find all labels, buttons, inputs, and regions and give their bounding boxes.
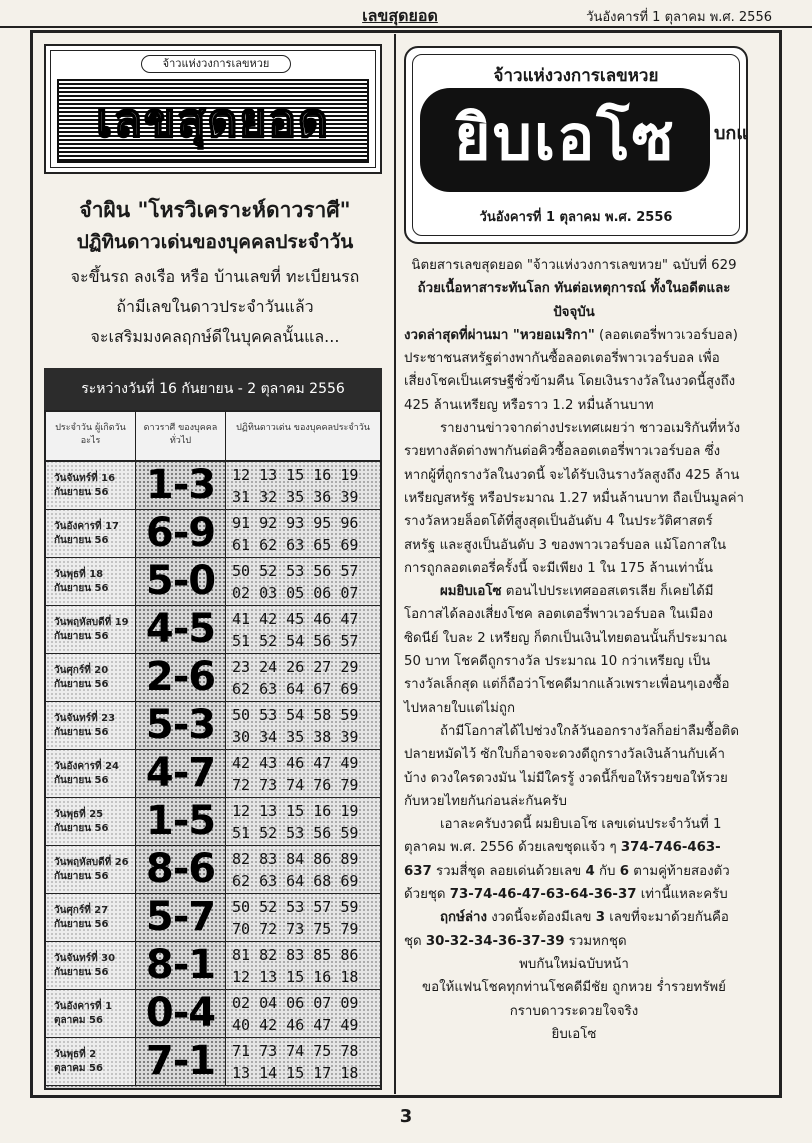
lucky-number: 73-74-46-47-63-64-36-37 <box>449 887 637 903</box>
row-day: วันศุกร์ที่ 20 <box>54 665 109 676</box>
article-text: เลขที่จะมาด้วยกันคือชุด <box>404 910 729 949</box>
table-row <box>46 798 380 846</box>
column-divider <box>394 34 396 1094</box>
row-day: วันพุธที่ 18 <box>54 569 104 580</box>
article-paragraph <box>404 906 744 953</box>
row-numbers <box>226 654 380 701</box>
article-paragraph <box>404 813 744 906</box>
row-date <box>46 558 136 605</box>
article-bold: ฤกษ์ล่าง <box>440 910 487 926</box>
article-paragraph <box>404 324 744 417</box>
intro-line: จะขึ้นรถ ลงเรือ หรือ บ้านเลขที่ ทะเบียนรถ <box>70 267 360 286</box>
lucky-digit: 4 <box>585 863 595 879</box>
row-day: วันพฤหัสบดีที่ 26 <box>54 857 129 868</box>
row-numbers <box>226 990 380 1037</box>
article-text: กับ <box>598 863 616 879</box>
row-pair: 5-7 <box>136 894 226 941</box>
numbers-line: 30 34 35 38 39 <box>232 728 359 746</box>
row-day: วันพุธที่ 25 <box>54 809 104 820</box>
row-numbers <box>226 702 380 749</box>
lucky-digit: 6 <box>619 863 629 879</box>
table-row <box>46 702 380 750</box>
row-date <box>46 1038 136 1085</box>
row-day: วันพฤหัสบดีที่ 19 <box>54 617 129 628</box>
table-row <box>46 510 380 558</box>
row-pair: 5-0 <box>136 558 226 605</box>
row-date <box>46 798 136 845</box>
row-date <box>46 702 136 749</box>
row-numbers <box>226 750 380 797</box>
article-body <box>404 254 744 1046</box>
row-month: กันยายน 56 <box>54 679 109 690</box>
table-row <box>46 558 380 606</box>
row-day: วันอังคารที่ 17 <box>54 521 120 532</box>
article-text: เอาละครับงวดนี้ ผมยิบเอโซ เลขเด่นประจำวันที่ 1 ตุลาคม พ.ศ. 2556 ด้วยเลขชุดแจ้ว ๆ <box>404 817 722 856</box>
table-row <box>46 606 380 654</box>
article-text: รวมหกชุด <box>568 933 627 949</box>
article-bold: ผมยิบเอโซ <box>440 584 502 600</box>
page-header <box>0 0 812 28</box>
row-date <box>46 894 136 941</box>
intro-line: ถ้ามีเลขในดาวประจำวันแล้ว <box>116 297 314 316</box>
row-pair: 8-1 <box>136 942 226 989</box>
numbers-line: 42 43 46 47 49 <box>232 754 359 772</box>
article-text: รวมสี่ชุด ลอยเด่นด้วยเลข <box>436 863 582 879</box>
right-logo-title: ยิบเอโซ <box>420 88 710 192</box>
row-month: กันยายน 56 <box>54 487 109 498</box>
row-pair: 6-9 <box>136 510 226 557</box>
numbers-line: 81 82 83 85 86 <box>232 946 359 964</box>
article-text: ตอนไปประเทศออสเตรเลีย ก็เคยได้มีโอกาสได้ลองเสี่ยงโชค ลอตเตอรี่พาวเวอร์บอล ในเมืองซิดนีย์ ใบละ 2 เหรียญ ก็ตกเป็นเงินไทยตอนนั้นก็ประมาณ 50 บาท โชคดีถูกรางวัล ประมาณ 10 กว่าเหรียญ เป็นรางวัลเล็กสุด แต่ก็ถือว่าโชคดีมากแล้วเพราะเพื่อนๆเองซื้อไปหลายใบแต่ไม่ถูก <box>404 584 730 716</box>
row-date <box>46 750 136 797</box>
numbers-line: 50 52 53 56 57 <box>232 562 359 580</box>
table-row <box>46 750 380 798</box>
article-text: งวดนี้จะต้องมีเลข <box>491 910 592 926</box>
article-text: ตามคู่ท้ายสองตัวด้วยชุด <box>404 863 730 903</box>
numbers-line: 82 83 84 86 89 <box>232 850 359 868</box>
intro-line: จะเสริมมงคลฤกษ์ดีในบุคคลนั้นแล... <box>90 327 340 346</box>
numbers-line: 02 03 05 06 07 <box>232 584 359 602</box>
row-date <box>46 606 136 653</box>
numbers-line: 31 32 35 36 39 <box>232 488 359 506</box>
numbers-line: 71 73 74 75 78 <box>232 1042 359 1060</box>
row-month: กันยายน 56 <box>54 535 109 546</box>
row-day: วันจันทร์ที่ 16 <box>54 473 116 484</box>
row-day: วันอังคารที่ 24 <box>54 761 120 772</box>
row-month: กันยายน 56 <box>54 775 109 786</box>
numbers-line: 51 52 53 56 59 <box>232 824 359 842</box>
row-month: กันยายน 56 <box>54 919 109 930</box>
row-date <box>46 846 136 893</box>
article-line: นิตยสารเลขสุดยอด "จ้าวแห่งวงการเลขหวย" ฉบับที่ 629 <box>411 258 737 273</box>
date-range-bar: ระหว่างวันที่ 16 กันยายน - 2 ตุลาคม 2556 <box>44 368 382 410</box>
table-row <box>46 942 380 990</box>
row-numbers <box>226 1038 380 1085</box>
row-numbers <box>226 510 380 557</box>
row-day: วันศุกร์ที่ 27 <box>54 905 109 916</box>
row-month: กันยายน 56 <box>54 967 109 978</box>
numbers-line: 50 53 54 58 59 <box>232 706 359 724</box>
row-date <box>46 942 136 989</box>
numbers-line: 51 52 54 56 57 <box>232 632 359 650</box>
header-day: ประจำวัน ผู้เกิดวันอะไร <box>46 412 136 460</box>
row-pair: 2-6 <box>136 654 226 701</box>
closing-line: ขอให้แฟนโชคทุกท่านโชคดีมีชัย ถูกหวย ร่ำรวยทรัพย์ <box>422 980 726 996</box>
table-row <box>46 894 380 942</box>
article-text: (ลอตเตอรี่พาวเวอร์บอล) ประชาชนสหรัฐต่างพากันซื้อลอตเตอรี่พาวเวอร์บอล เพื่อเสี่ยงโชคเป็นเศรษฐีชั่วข้ามคืน โดยเงินรางวัลในงวดนี้สูงถึง 425 ล้านเหรียญ หรือราว 1.2 หมื่นล้านบาท <box>404 327 738 413</box>
numbers-line: 13 14 15 17 18 <box>232 1064 359 1082</box>
row-month: ตุลาคม 56 <box>54 1015 103 1026</box>
header-numbers: ปฏิทินดาวเด่น ของบุคคลประจำวัน <box>226 412 380 460</box>
numbers-line: 41 42 45 46 47 <box>232 610 359 628</box>
row-pair: 5-3 <box>136 702 226 749</box>
table-row <box>46 1038 380 1086</box>
right-logo-date: วันอังคารที่ 1 ตุลาคม พ.ศ. 2556 <box>479 210 673 225</box>
logo-tagline: จ้าวแห่งวงการเลขหวย <box>141 55 291 73</box>
right-logo-tagline: จ้าวแห่งวงการเลขหวย <box>493 66 659 86</box>
numbers-line: 12 13 15 16 18 <box>232 968 359 986</box>
article-paragraph <box>404 580 744 720</box>
row-day: วันจันทร์ที่ 23 <box>54 713 116 724</box>
row-month: กันยายน 56 <box>54 823 109 834</box>
row-numbers <box>226 606 380 653</box>
table-row <box>46 846 380 894</box>
row-numbers <box>226 798 380 845</box>
article-paragraph: ถ้ามีโอกาสได้ไปช่วงใกล้วันออกรางวัลก็อย่าลืมซื้อติดปลายหมัดไว้ ซักใบก็อาจจะดวงดีถูกรางวัลเงินล้านกับเค้าบ้าง ดวงใครดวงมัน ไม่มีใครรู้ งวดนี้ก็ขอให้รวยขอให้รวยกับหวยไทยกันก่อนล่ะกันครับ <box>404 723 739 809</box>
issue-date: วันอังคารที่ 1 ตุลาคม พ.ศ. 2556 <box>586 10 772 25</box>
numbers-line: 12 13 15 16 19 <box>232 802 359 820</box>
row-day: วันอังคารที่ 1 <box>54 1001 113 1012</box>
numbers-line: 12 13 15 16 19 <box>232 466 359 484</box>
row-pair: 4-7 <box>136 750 226 797</box>
row-month: กันยายน 56 <box>54 871 109 882</box>
row-numbers <box>226 558 380 605</box>
table-header <box>46 412 380 462</box>
header-pair: ดาวราศี ของบุคคลทั่วไป <box>136 412 226 460</box>
page-number: 3 <box>399 1106 413 1127</box>
right-logo-side: บกแ <box>714 123 748 144</box>
row-day: วันจันทร์ที่ 30 <box>54 953 116 964</box>
row-numbers <box>226 942 380 989</box>
row-pair: 1-5 <box>136 798 226 845</box>
lucky-digit: 3 <box>595 910 605 926</box>
table-row <box>46 654 380 702</box>
row-date <box>46 510 136 557</box>
column-subtitle: ปฏิทินดาวเด่นของบุคคลประจำวัน <box>76 231 354 253</box>
left-logo <box>44 44 382 174</box>
table-row <box>46 990 380 1038</box>
right-logo <box>404 46 748 244</box>
closing-line: พบกันใหม่ฉบับหน้า <box>519 956 629 972</box>
numbers-line: 62 63 64 68 69 <box>232 872 359 890</box>
row-month: กันยายน 56 <box>54 631 109 642</box>
article-line: ถ้วยเนื้อหาสาระทันโลก ทันต่อเหตุการณ์ ทั้งในอดีตและปัจจุบัน <box>417 281 731 320</box>
row-date <box>46 462 136 509</box>
lucky-number: 30-32-34-36-37-39 <box>425 933 565 949</box>
row-numbers <box>226 894 380 941</box>
row-pair: 4-5 <box>136 606 226 653</box>
numbers-line: 61 62 63 65 69 <box>232 536 359 554</box>
numbers-line: 23 24 26 27 29 <box>232 658 359 676</box>
magazine-name: เลขสุดยอด <box>362 6 438 25</box>
row-date <box>46 990 136 1037</box>
column-intro <box>40 262 390 352</box>
row-date <box>46 654 136 701</box>
article-bold: งวดล่าสุดที่ผ่านมา "หวยอเมริกา" <box>404 327 595 343</box>
column-title: จำผิน "โหรวิเคราะห์ดาวราศี" <box>79 198 351 222</box>
table-row <box>46 462 380 510</box>
row-pair: 7-1 <box>136 1038 226 1085</box>
lucky-number: 374-746-463-637 <box>404 840 721 879</box>
row-month: ตุลาคม 56 <box>54 1063 103 1074</box>
row-numbers <box>226 462 380 509</box>
row-month: กันยายน 56 <box>54 583 109 594</box>
row-pair: 8-6 <box>136 846 226 893</box>
row-pair: 1-3 <box>136 462 226 509</box>
numbers-line: 02 04 06 07 09 <box>232 994 359 1012</box>
numbers-line: 72 73 74 76 79 <box>232 776 359 794</box>
closing-line: กราบดาวระดวยใจจริง <box>509 1003 639 1019</box>
closing-signature: ยิบเอโซ <box>551 1026 597 1042</box>
logo-title: เลขสุดยอด <box>96 93 330 147</box>
row-numbers <box>226 846 380 893</box>
numbers-line: 50 52 53 57 59 <box>232 898 359 916</box>
article-paragraph: รายงานข่าวจากต่างประเทศเผยว่า ชาวอเมริกันที่หวังรวยทางลัดต่างพากันต่อคิวซื้อลอตเตอรี่พาวเวอร์บอล ซึ่งหากผู้ที่ถูกรางวัลในงวดนี้ จะได้รับเงินรางวัลสูงถึง 425 ล้านเหรียญสหรัฐ หรือประมาณ 1.27 หมื่นล้านบาท ถือเป็นมูลค่ารางวัลหวยล็อตโต้ที่สูงสุดเป็นอันดับ 4 ในประวัติศาสตร์สหรัฐ และสูงเป็นอันดับ 3 ของพาวเวอร์บอล แม้โอกาสในการถูกลอตเตอรี่ครั้งนี้ จะมีเพียง 1 ใน 175 ล้านเท่านั้น <box>404 421 745 576</box>
row-day: วันพุธที่ 2 <box>54 1049 97 1060</box>
lucky-number-table <box>44 410 382 1090</box>
row-month: กันยายน 56 <box>54 727 109 738</box>
numbers-line: 70 72 73 75 79 <box>232 920 359 938</box>
numbers-line: 40 42 46 47 49 <box>232 1016 359 1034</box>
article-text: เท่านี้แหละครับ <box>640 887 728 903</box>
numbers-line: 91 92 93 95 96 <box>232 514 359 532</box>
row-pair: 0-4 <box>136 990 226 1037</box>
numbers-line: 62 63 64 67 69 <box>232 680 359 698</box>
